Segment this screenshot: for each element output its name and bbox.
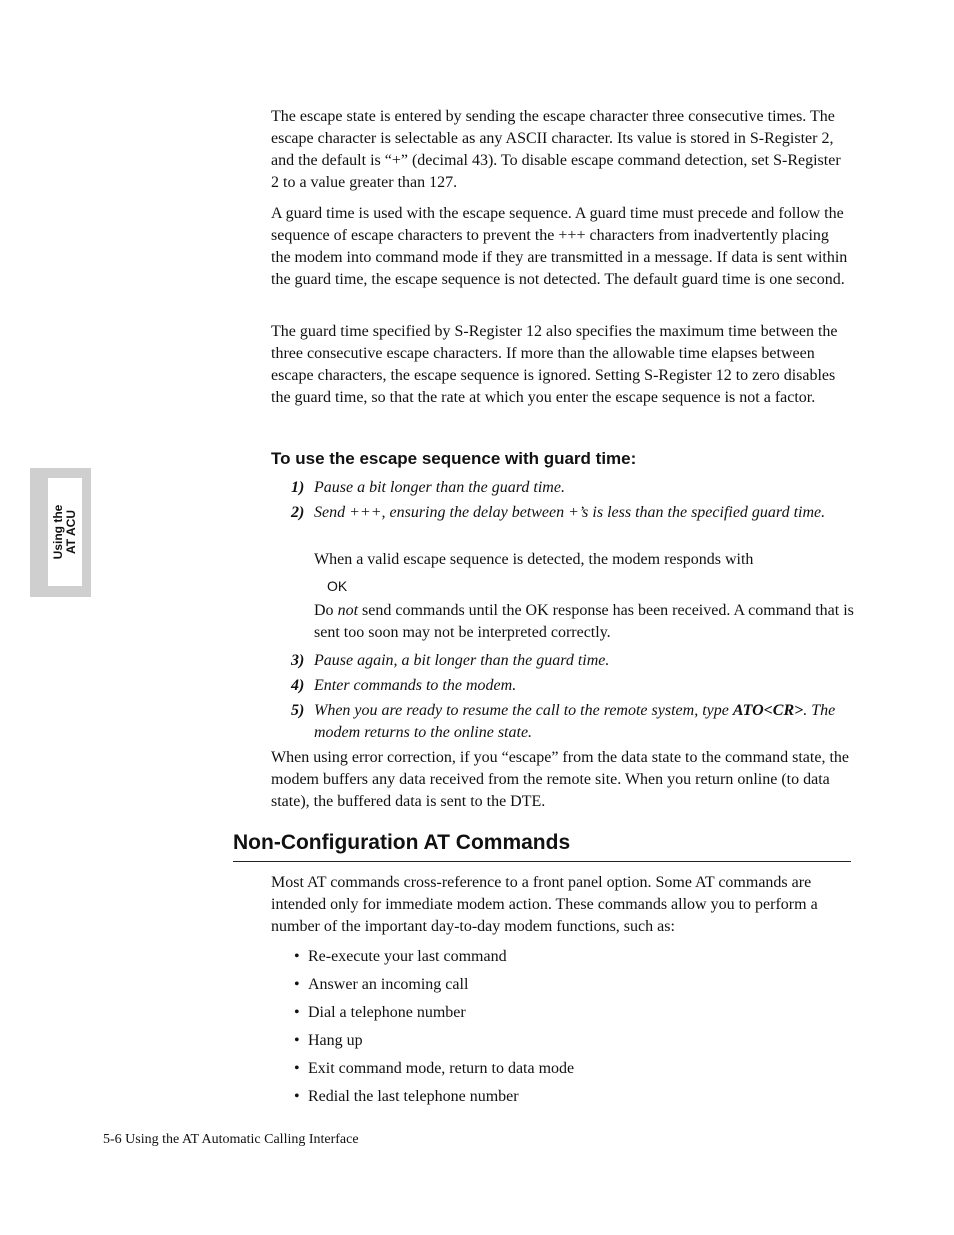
list-item: • Answer an incoming call	[294, 974, 574, 1002]
list-item: • Hang up	[294, 1030, 574, 1058]
step-number: 2)	[291, 504, 305, 521]
section-title: Non-Configuration AT Commands	[233, 829, 851, 862]
step-text: Pause again, a bit longer than the guard time.	[314, 652, 610, 669]
modem-response-code: OK	[327, 578, 348, 594]
step-number: 3)	[291, 652, 305, 669]
command-ato: ATO<CR>	[732, 702, 804, 719]
list-item: • Dial a telephone number	[294, 1002, 574, 1030]
procedure-step-5	[291, 700, 851, 744]
section-intro: Most AT commands cross-reference to a front panel option. Some AT commands are intended only for immediate modem action. These commands allow you to perform a number of the important day-to-day modem functions, such as:	[271, 874, 818, 935]
side-tab-line-1: Using the	[51, 504, 65, 560]
step-text	[314, 700, 851, 744]
step-text: Send +++, ensuring the delay between +’s is less than the specified guard time.	[314, 504, 826, 521]
procedure-step-4	[291, 675, 851, 697]
warning-suffix: send commands until the OK response has been received. A command that is sent too soon may not be interpreted correctly.	[314, 602, 854, 641]
side-tab-line-2: AT ACU	[64, 510, 78, 555]
side-tab-label	[52, 505, 78, 560]
paragraph-guard-time: A guard time is used with the escape sequence. A guard time must precede and follow the sequence of escape characters to prevent the +++ characters from inadvertently placing the modem into command mode if they are transmitted in a message. If data is sent within the guard time, the escape sequence is not detected. The default guard time is one second.	[271, 205, 848, 288]
procedure-step-3	[291, 650, 851, 672]
step-2-warning	[314, 600, 854, 644]
step-number: 4)	[291, 677, 305, 694]
warning-emphasis: not	[337, 602, 359, 619]
step-number: 1)	[291, 479, 305, 496]
step-5-text-start: When you are ready to resume the call to the remote system, type	[314, 702, 733, 719]
step-text: Enter commands to the modem.	[314, 677, 517, 694]
list-item: • Exit command mode, return to data mode	[294, 1058, 574, 1086]
list-item: • Redial the last telephone number	[294, 1086, 574, 1114]
warning-prefix: Do	[314, 602, 338, 619]
procedure-step-2	[291, 502, 851, 524]
step-text: Pause a bit longer than the guard time.	[314, 479, 565, 496]
list-item: • Re-execute your last command	[294, 946, 574, 974]
paragraph-escape-state: The escape state is entered by sending the escape character three consecutive times. The escape character is selectable as any ASCII character. Its value is stored in S-Register 2, and the default is “+” (decimal 43). To disable escape command detection, set S-Register 2 to a value greater than 127.	[271, 108, 841, 191]
paragraph-error-correction: When using error correction, if you “escape” from the data state to the command state, the modem buffers any data received from the remote site. When you return online (to data state), the buffered data is sent to the DTE.	[271, 749, 849, 810]
procedure-step-1	[291, 477, 851, 499]
page-footer: 5-6 Using the AT Automatic Calling Interface	[103, 1132, 359, 1147]
side-thumb-tab	[30, 468, 91, 597]
step-number: 5)	[291, 702, 305, 719]
step-2-response-text: When a valid escape sequence is detected, the modem responds with	[314, 551, 754, 568]
step-5-text-end: . The modem returns to the online state.	[314, 702, 836, 741]
side-tab-label-box	[48, 478, 82, 586]
function-list	[294, 946, 574, 1114]
paragraph-s-register-12: The guard time specified by S-Register 12 also specifies the maximum time between the three consecutive escape characters. If more than the allowable time elapses between escape characters, the escape sequence is ignored. Setting S-Register 12 to zero disables the guard time, so that the rate at which you enter the escape sequence is not a factor.	[271, 323, 838, 406]
procedure-heading: To use the escape sequence with guard time:	[271, 449, 637, 468]
